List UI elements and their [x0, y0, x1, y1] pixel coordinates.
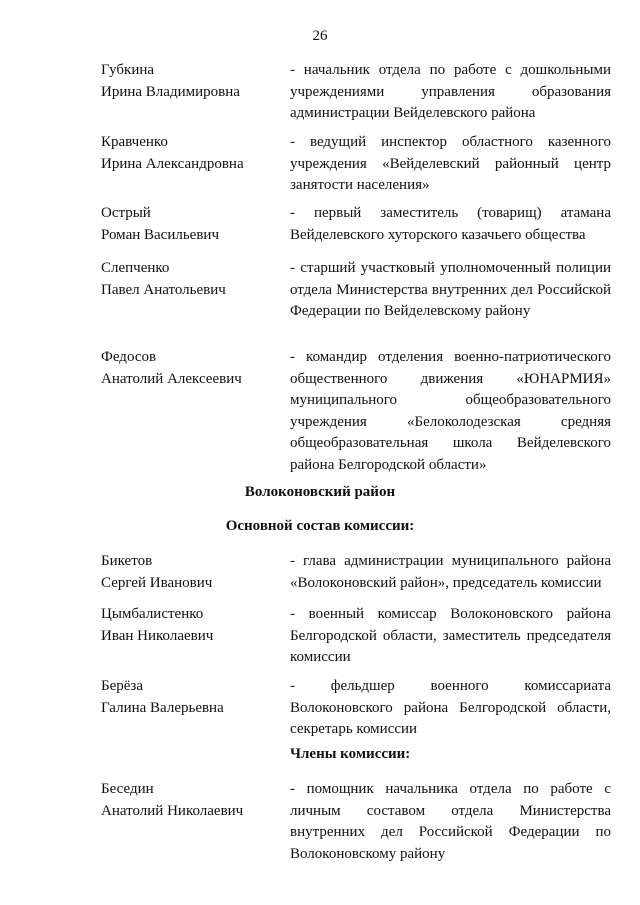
district-heading: Волоконовский район [244, 484, 396, 500]
person-role: - первый заместитель (товарищ) атамана Вейделевского хуторского казачьего общества [290, 205, 611, 243]
person-name [101, 203, 281, 246]
person-surname: Слепченко [101, 260, 170, 276]
person-surname: Берёза [101, 678, 144, 694]
person-given-name: Анатолий Николаевич [101, 802, 244, 819]
person-surname: Беседин [101, 781, 154, 797]
person-role: - старший участковый уполномоченный полиции отдела Министерства внутренних дел Российской Федерации по Вейделевскому району [290, 260, 611, 319]
person-role: - военный комиссар Волоконовского района Белгородской области, заместитель председателя комиссии [290, 606, 611, 665]
person-name [101, 551, 281, 594]
person-name [101, 676, 281, 719]
person-given-name: Роман Васильевич [101, 226, 219, 243]
person-name [101, 604, 281, 647]
person-given-name: Ирина Владимировна [101, 83, 240, 100]
person-name [101, 258, 281, 301]
person-name [101, 779, 281, 822]
person-role: - глава администрации муниципального района «Волоконовский район», председатель комиссии [290, 553, 611, 591]
person-surname: Цымбалистенко [101, 606, 204, 622]
person-surname: Острый [101, 205, 151, 221]
person-role: - начальник отдела по работе с дошкольными учреждениями управления образования администрации Вейделевского района [290, 62, 611, 121]
person-role: - командир отделения военно-патриотического общественного движения «ЮНАРМИЯ» муниципального общеобразовательного учреждения «Белоколодезская средняя общеобразовательная школа Вейделевского района Белгородской области» [290, 349, 611, 473]
person-name [101, 60, 281, 103]
person-given-name: Ирина Александровна [101, 155, 244, 172]
person-surname: Бикетов [101, 553, 153, 569]
page-number: 26 [312, 28, 328, 44]
person-given-name: Галина Валерьевна [101, 699, 224, 716]
members-heading: Члены комиссии: [290, 746, 411, 762]
person-role: - помощник начальника отдела по работе с личным составом отдела Министерства внутренних дел Российской Федерации по Волоконовскому району [290, 781, 611, 862]
section-heading: Основной состав комиссии: [225, 518, 415, 534]
person-surname: Федосов [101, 349, 157, 365]
person-name [101, 132, 281, 175]
person-given-name: Иван Николаевич [101, 627, 214, 644]
person-given-name: Павел Анатольевич [101, 281, 226, 298]
person-surname: Губкина [101, 62, 155, 78]
person-role: - ведущий инспектор областного казенного учреждения «Вейделевский районный центр занятости населения» [290, 134, 611, 193]
person-surname: Кравченко [101, 134, 168, 150]
person-name [101, 347, 281, 390]
person-role: - фельдшер военного комиссариата Волоконовского района Белгородской области, секретарь комиссии [290, 678, 611, 737]
person-given-name: Сергей Иванович [101, 574, 213, 591]
person-given-name: Анатолий Алексеевич [101, 370, 242, 387]
